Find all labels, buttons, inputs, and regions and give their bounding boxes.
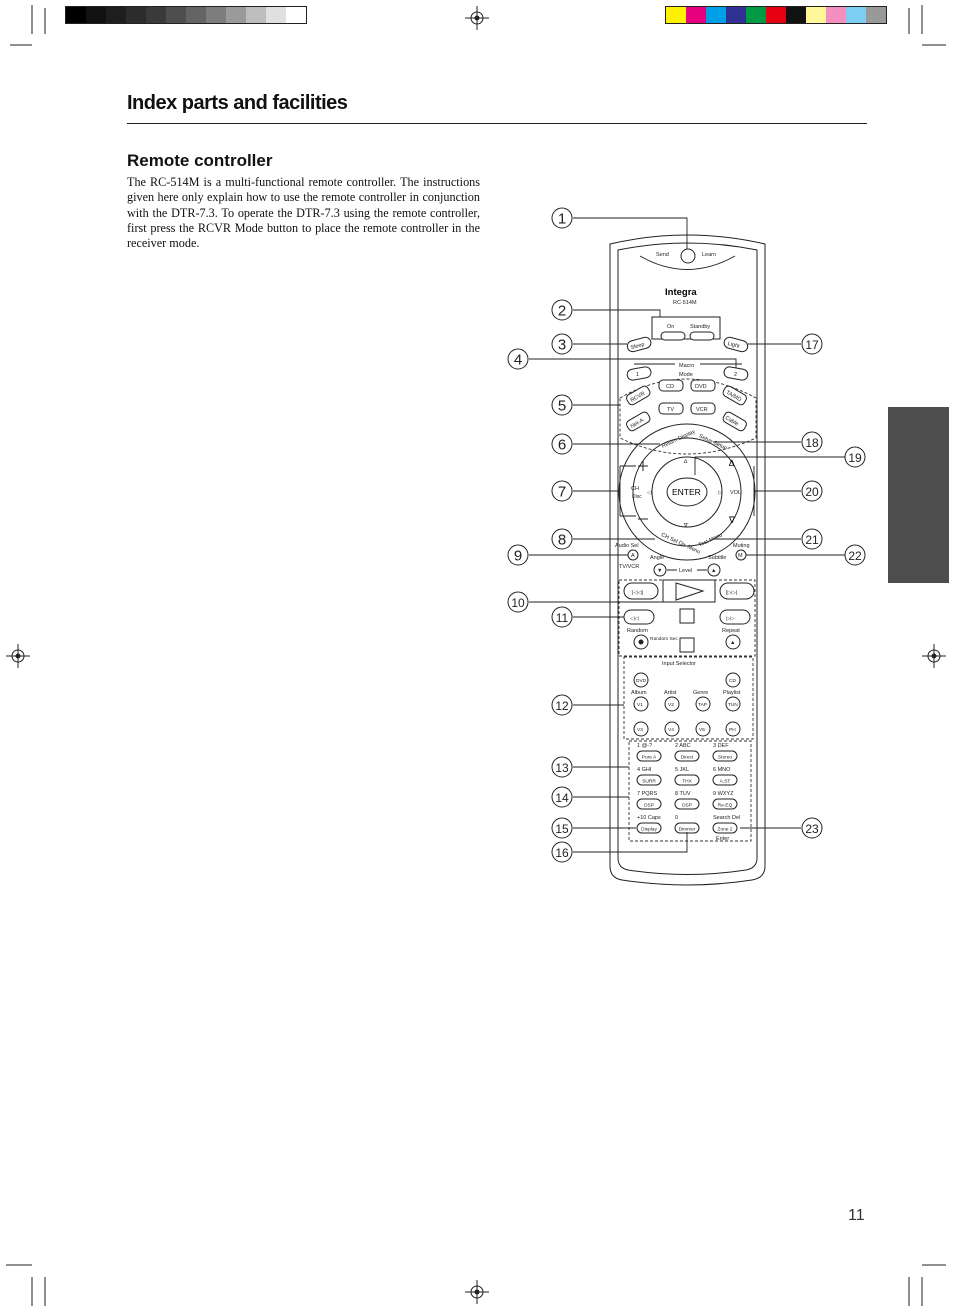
callout-number: 12 <box>555 699 569 713</box>
callout-number: 23 <box>805 822 819 836</box>
svg-text:V4: V4 <box>668 728 674 733</box>
svg-text:V5: V5 <box>699 728 705 733</box>
svg-text:Random: Random <box>627 628 648 634</box>
callout-number: 17 <box>805 338 819 352</box>
svg-text:TV/VCR: TV/VCR <box>619 564 640 570</box>
key-label: 3 DEF <box>713 743 729 749</box>
svg-text:VOL: VOL <box>730 490 742 496</box>
key-label: 5 JKL <box>675 767 690 773</box>
svg-text:DVD: DVD <box>695 384 707 390</box>
light-button[interactable] <box>723 336 749 353</box>
power-buttons[interactable] <box>652 317 720 340</box>
callout-number: 4 <box>513 351 523 369</box>
key-button-label: A.ST <box>719 779 731 785</box>
key-label: 9 WXYZ <box>713 791 734 797</box>
key-button-label: Zone 2 <box>717 827 733 833</box>
registration-mark-bottom <box>465 1280 489 1304</box>
svg-text:◁: ◁ <box>647 490 652 496</box>
svg-text:▷▷: ▷▷ <box>726 616 735 622</box>
key-button-label: DSP <box>644 803 654 809</box>
svg-text:Album: Album <box>631 690 647 696</box>
page-number: 11 <box>848 1207 865 1224</box>
svg-text:▲: ▲ <box>711 568 717 574</box>
svg-text:TV: TV <box>667 407 675 413</box>
callout-number: 6 <box>557 436 567 454</box>
key-label: 8 TUV <box>675 791 691 797</box>
svg-text:1: 1 <box>636 372 640 378</box>
svg-text:M: M <box>738 553 743 559</box>
callout-number: 22 <box>848 549 862 563</box>
callout-number: 15 <box>555 822 569 836</box>
svg-text:A: A <box>631 553 635 559</box>
svg-text:Light: Light <box>726 340 741 350</box>
callout-number: 21 <box>805 533 819 547</box>
svg-text:|▷▷|: |▷▷| <box>726 590 738 596</box>
callout-number: 10 <box>511 596 525 610</box>
svg-text:Level: Level <box>679 568 693 574</box>
callout-number: 8 <box>557 531 567 549</box>
svg-text:Random Sec: Random Sec <box>650 637 678 642</box>
svg-text:Angle: Angle <box>650 555 665 561</box>
key-button-label: SURR <box>642 779 656 785</box>
svg-text:Artist: Artist <box>664 690 677 696</box>
svg-text:Learn: Learn <box>702 252 717 258</box>
key-button-label: Dimmer <box>678 827 696 833</box>
sleep-button[interactable] <box>626 336 652 353</box>
key-label: +10 Caps <box>637 815 661 821</box>
svg-text:CD: CD <box>666 384 674 390</box>
transport-controls[interactable] <box>619 580 755 656</box>
input-selector[interactable] <box>624 657 753 739</box>
svg-text:∇: ∇ <box>684 523 688 529</box>
svg-text:V2: V2 <box>668 703 674 708</box>
svg-text:Muting: Muting <box>733 543 750 549</box>
callout-number: 19 <box>848 451 862 465</box>
callout-number: 9 <box>513 547 523 565</box>
number-keypad[interactable] <box>629 741 751 842</box>
svg-text:V1: V1 <box>637 703 643 708</box>
svg-text:CH Sel Dir. Menu: CH Sel Dir. Menu <box>660 532 702 556</box>
key-button-label: Re-EQ <box>717 803 733 809</box>
svg-text:Macro: Macro <box>679 363 695 369</box>
svg-text:TA/MD: TA/MD <box>724 389 743 404</box>
svg-text:Enter: Enter <box>716 836 730 842</box>
send-learn-led <box>656 249 716 263</box>
key-label: 2 ABC <box>675 743 691 749</box>
svg-text:V3: V3 <box>637 728 643 733</box>
svg-text:Mode: Mode <box>679 372 693 378</box>
enter-label: ENTER <box>672 487 701 497</box>
svg-text:∆: ∆ <box>729 458 735 468</box>
svg-text:▼: ▼ <box>657 568 663 574</box>
callout-number: 20 <box>805 485 819 499</box>
svg-text:Net-A: Net-A <box>629 417 645 430</box>
callout-number: 14 <box>555 791 569 805</box>
crop-mark-bottom-left <box>6 1265 45 1306</box>
registration-mark-left <box>6 644 30 668</box>
brand-logo: Integra <box>665 287 697 298</box>
callout-numbers <box>508 208 865 862</box>
key-label: 0 <box>675 815 679 821</box>
svg-text:▷: ▷ <box>718 490 723 496</box>
svg-text:∆: ∆ <box>684 459 688 465</box>
callout-number: 5 <box>557 397 567 415</box>
section-title: Remote controller <box>127 151 273 170</box>
callout-number: 13 <box>555 761 569 775</box>
callout-number: 18 <box>805 436 819 450</box>
callout-number: 1 <box>557 210 567 228</box>
callout-number: 11 <box>555 611 569 625</box>
intro-paragraph: The RC-514M is a multi-functional remote controller. The instructions given here only explain how to use the remote controller in conjunction with the DTR-7.3. To operate the DTR-7.3 using the remote controller, first press the RCVR Mode button to place the remote controller in the receiver mode. <box>127 175 480 251</box>
svg-text:▲: ▲ <box>730 640 736 646</box>
svg-text:Return Display: Return Display <box>660 428 697 450</box>
svg-text:∇: ∇ <box>729 515 736 525</box>
chapter-tab <box>888 407 949 583</box>
svg-text:◁◁: ◁◁ <box>630 616 639 622</box>
svg-text:TUN: TUN <box>728 703 738 708</box>
key-button-label: Pure A <box>641 755 657 761</box>
callout-number: 3 <box>557 336 567 354</box>
svg-text:PH: PH <box>729 728 736 733</box>
svg-text:Test Menu: Test Menu <box>697 532 724 549</box>
header-divider <box>127 123 867 124</box>
svg-text:VCR: VCR <box>696 407 708 413</box>
key-button-label: Display <box>641 827 657 833</box>
svg-text:CD: CD <box>729 679 736 684</box>
page-title: Index parts and facilities <box>127 92 348 114</box>
svg-text:Cable: Cable <box>723 415 740 428</box>
key-label: 7 PQRS <box>637 791 658 797</box>
key-label: 1 @-? <box>637 743 653 749</box>
key-label: 4 GHI <box>637 767 652 773</box>
svg-text:Standby: Standby <box>690 324 711 330</box>
svg-text:Subtitle: Subtitle <box>708 555 727 561</box>
macro-buttons[interactable] <box>626 363 748 381</box>
svg-text:RCVR: RCVR <box>629 390 647 404</box>
svg-text:Send: Send <box>656 252 669 258</box>
crop-mark-bottom-right <box>909 1265 946 1306</box>
svg-text:Setup Setup: Setup Setup <box>697 433 728 452</box>
key-button-label: Stereo <box>717 755 733 761</box>
registration-mark-right <box>922 644 946 668</box>
key-label: Search Del <box>713 815 741 821</box>
svg-text:Playlist: Playlist <box>723 690 741 696</box>
crop-mark-top-right <box>909 5 946 45</box>
svg-text:Repeat: Repeat <box>722 628 740 634</box>
key-button-label: DSP <box>682 803 692 809</box>
remote-illustration <box>500 200 880 890</box>
svg-text:Disc: Disc <box>632 494 642 500</box>
svg-text:TAP: TAP <box>698 703 707 708</box>
svg-text:Input Selector: Input Selector <box>662 661 696 667</box>
svg-text:CH: CH <box>631 486 639 492</box>
callout-number: 2 <box>557 302 567 320</box>
callout-number: 16 <box>555 846 569 860</box>
crop-mark-top-left <box>10 5 45 45</box>
model-label: RC-514M <box>673 300 697 306</box>
key-button-label: THX <box>682 779 692 785</box>
svg-text:Audio Sel: Audio Sel <box>615 543 639 549</box>
svg-text:2: 2 <box>734 372 738 378</box>
svg-text:Sleep: Sleep <box>630 341 646 352</box>
registration-mark-top <box>465 6 489 30</box>
svg-text:Genre: Genre <box>693 690 709 696</box>
key-label: 6 MNO <box>713 767 731 773</box>
svg-text:|◁◁|: |◁◁| <box>632 590 644 596</box>
key-button-label: Direct <box>680 755 694 761</box>
svg-text:On: On <box>667 324 675 330</box>
callout-number: 7 <box>557 483 567 501</box>
svg-text:DVD: DVD <box>636 679 647 684</box>
